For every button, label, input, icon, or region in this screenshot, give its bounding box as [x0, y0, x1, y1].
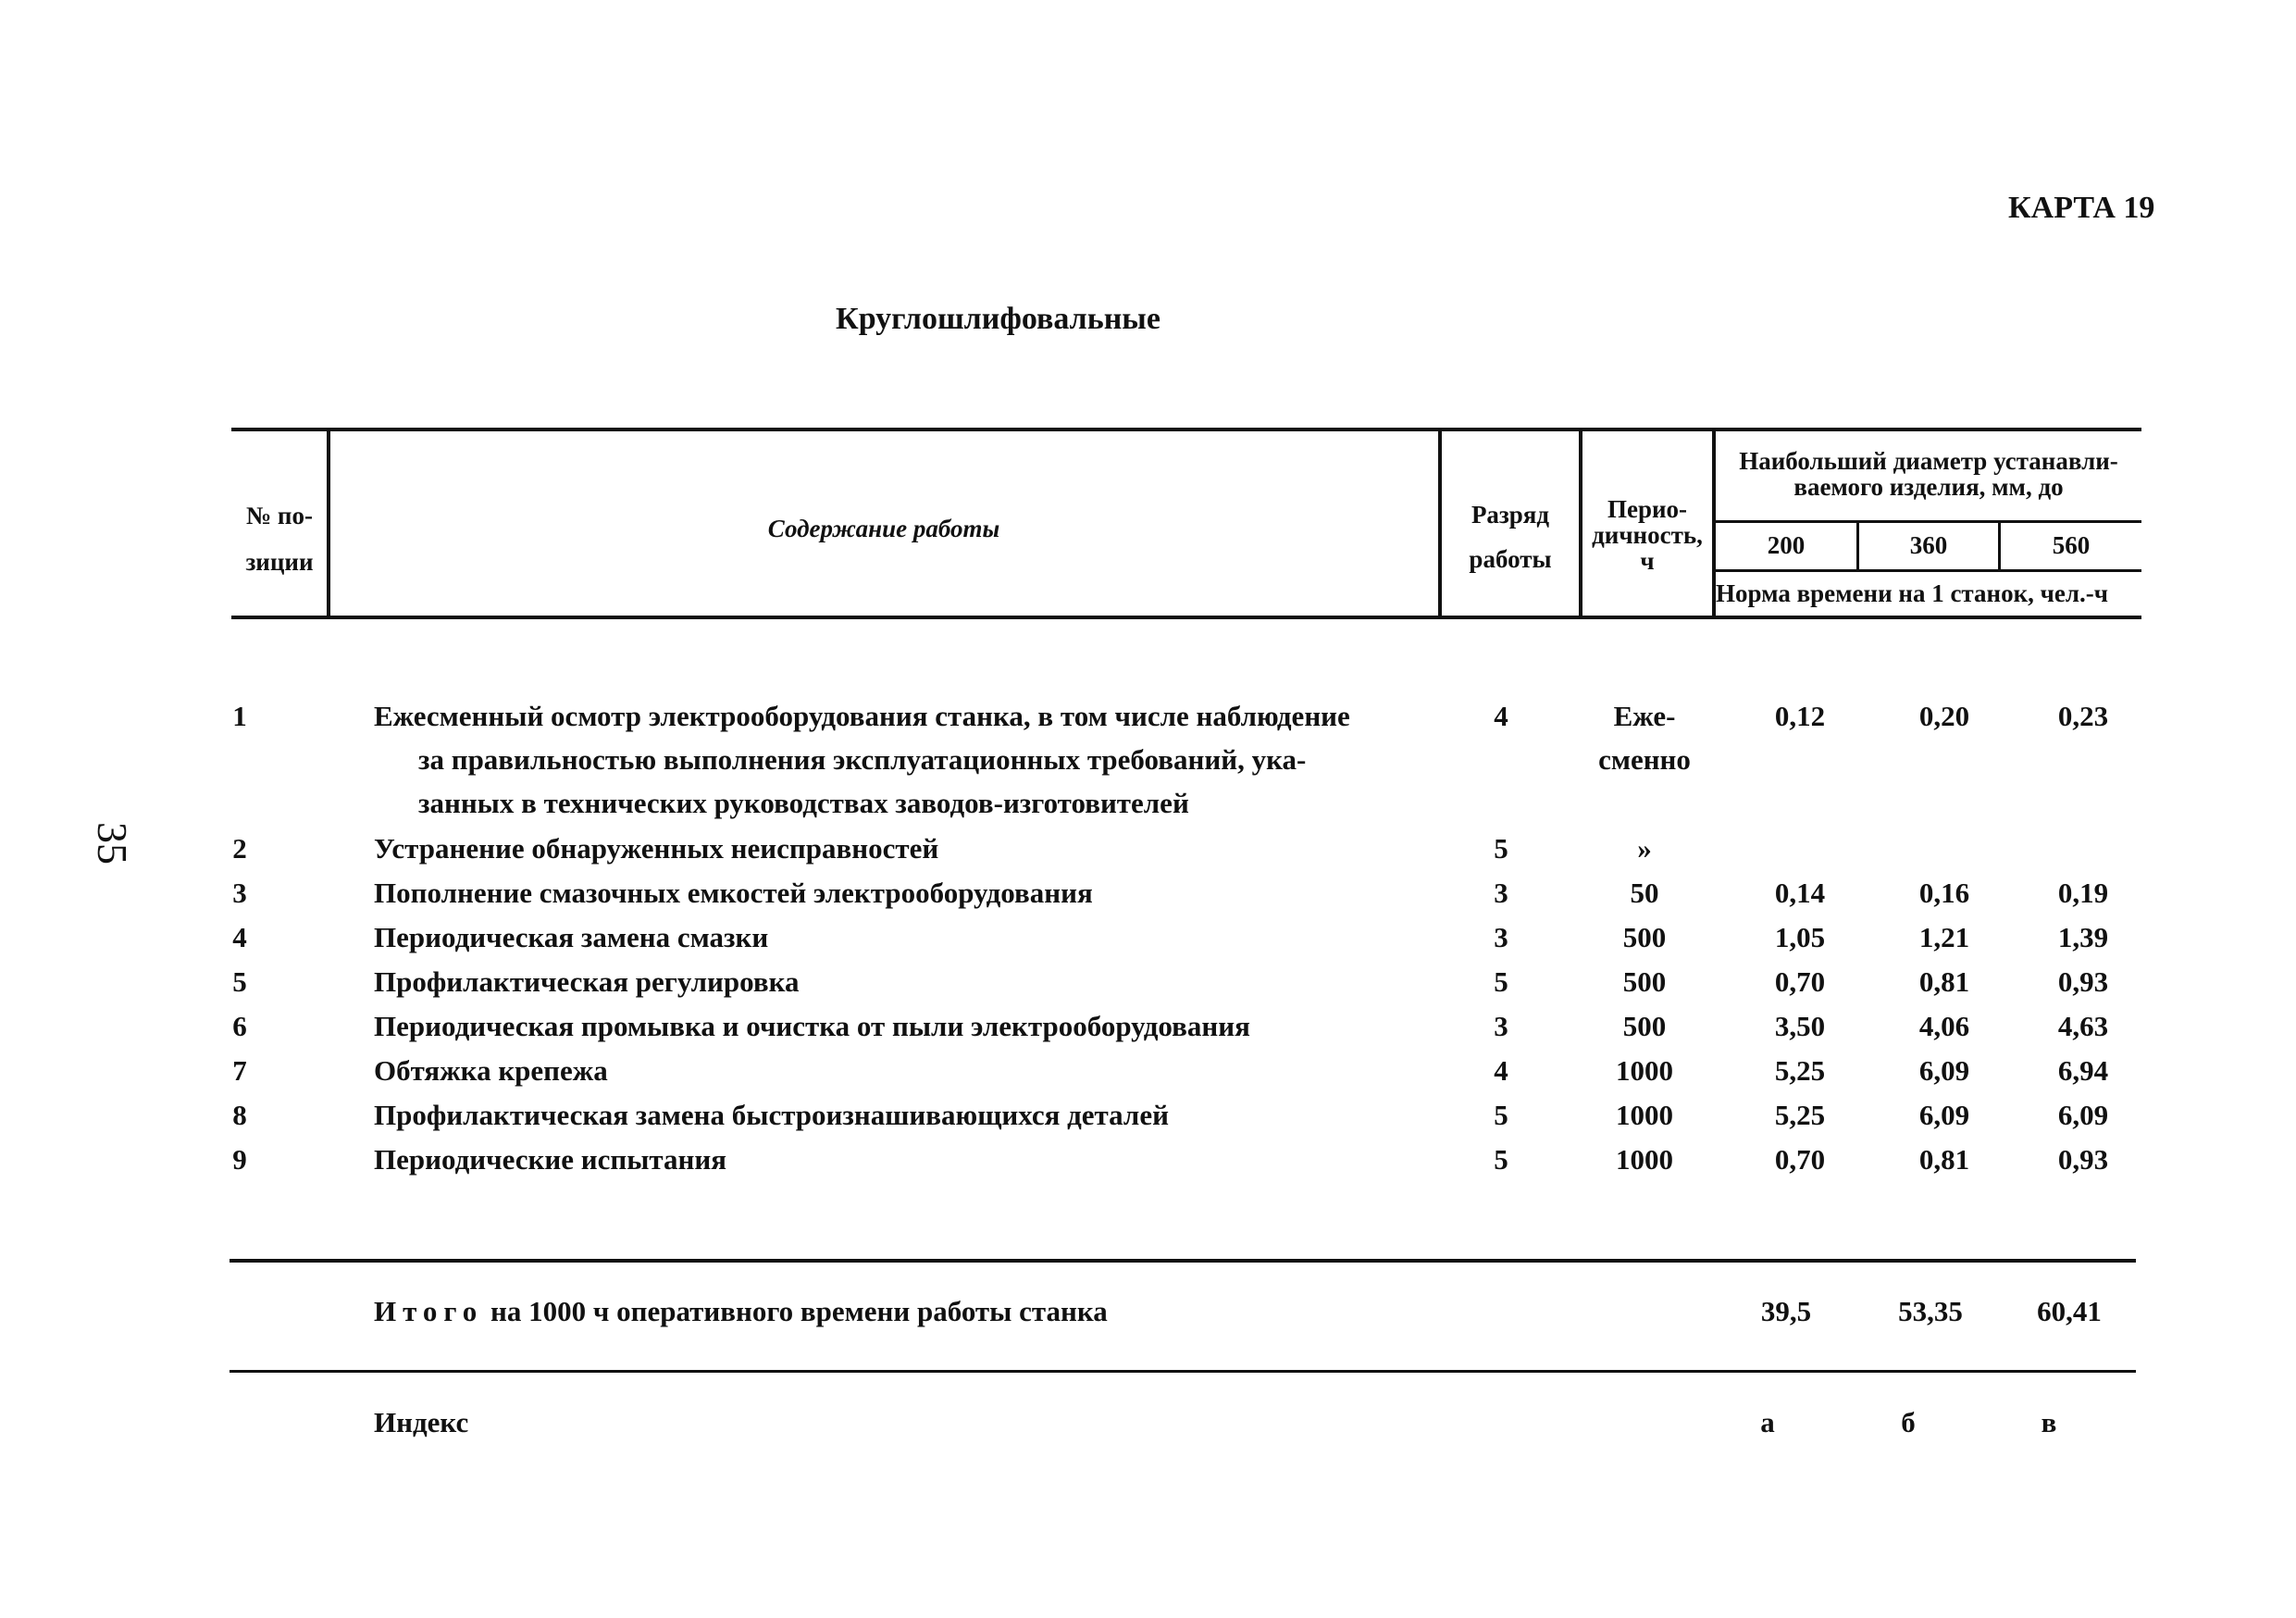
- row-6-v360: 4,06: [1918, 1010, 1970, 1042]
- row-2-work: Устранение обнаруженных неисправностей: [374, 832, 939, 865]
- row-4-position: 4: [232, 921, 247, 953]
- total-v560: 60,41: [2037, 1295, 2102, 1327]
- row-5-v560: 0,93: [2057, 965, 2109, 998]
- row-7-work: Обтяжка крепежа: [374, 1054, 608, 1087]
- row-1-position: 1: [232, 700, 247, 732]
- row-1-work-line-2: за правильностью выполнения эксплуатационных требований, ука-: [418, 743, 1307, 776]
- page-number: 35: [89, 822, 136, 865]
- row-5-v200: 0,70: [1774, 965, 1826, 998]
- row-1-period-line-2: сменно: [1598, 743, 1691, 776]
- row-9-v560: 0,93: [2057, 1143, 2109, 1176]
- row-1-v560: 0,23: [2057, 700, 2109, 732]
- page-title-text: Круглошлифовальные: [836, 302, 1160, 336]
- row-1-v360: 0,20: [1918, 700, 1970, 732]
- row-9-period: 1000: [1616, 1143, 1673, 1176]
- index-v560: в: [2041, 1406, 2057, 1438]
- row-4-v200: 1,05: [1774, 921, 1826, 953]
- row-4-v560: 1,39: [2057, 921, 2109, 953]
- row-3-v360: 0,16: [1918, 877, 1970, 909]
- row-4-v360: 1,21: [1918, 921, 1970, 953]
- header-diameter-560: 560: [2052, 531, 2091, 559]
- row-9-work: Периодические испытания: [374, 1143, 727, 1176]
- row-6-position: 6: [232, 1010, 247, 1042]
- card-label: КАРТА 19: [2008, 191, 2155, 225]
- row-1-grade: 4: [1494, 700, 1508, 732]
- row-2-grade: 5: [1494, 832, 1508, 865]
- diameter-values-rule: [1714, 569, 2141, 572]
- row-3-v200: 0,14: [1774, 877, 1826, 909]
- header-diameter-200: 200: [1767, 531, 1806, 559]
- header-diameter-360: 360: [1909, 531, 1948, 559]
- header-position: № по- зиции: [245, 502, 314, 576]
- row-9-position: 9: [232, 1143, 247, 1176]
- row-1-period-line-1: Еже-: [1613, 700, 1676, 732]
- row-8-period: 1000: [1616, 1099, 1673, 1131]
- row-3-grade: 3: [1494, 877, 1508, 909]
- row-8-work: Профилактическая замена быстроизнашивающихся деталей: [374, 1099, 1169, 1131]
- header-periodicity: Перио- дичность, ч: [1592, 495, 1703, 575]
- row-8-v560: 6,09: [2057, 1099, 2109, 1131]
- total-label-spaced: Итого: [374, 1295, 484, 1327]
- row-7-v560: 6,94: [2057, 1054, 2109, 1087]
- row-6-v560: 4,63: [2057, 1010, 2109, 1042]
- total-v360: 53,35: [1898, 1295, 1963, 1327]
- header-diameter-group: Наибольший диаметр устанавли- ваемого изделия, мм, до: [1739, 447, 2118, 501]
- row-8-position: 8: [232, 1099, 247, 1131]
- header-work-content: Содержание работы: [767, 515, 1000, 542]
- total-label-rest: на 1000 ч оперативного времени работы станка: [490, 1295, 1108, 1327]
- index-label: Индекс: [374, 1406, 469, 1438]
- row-2-period: »: [1637, 832, 1652, 865]
- row-8-grade: 5: [1494, 1099, 1508, 1131]
- row-6-v200: 3,50: [1774, 1010, 1826, 1042]
- row-1-work-line-3: занных в технических руководствах заводов-изготовителей: [418, 787, 1189, 819]
- row-5-period: 500: [1622, 965, 1667, 998]
- diameter-group-rule: [1714, 520, 2141, 523]
- row-7-position: 7: [232, 1054, 247, 1087]
- page-title: [0, 302, 2296, 337]
- row-3-position: 3: [232, 877, 247, 909]
- row-6-work: Периодическая промывка и очистка от пыли электрооборудования: [374, 1010, 1250, 1042]
- row-7-v360: 6,09: [1918, 1054, 1970, 1087]
- total-v200: 39,5: [1760, 1295, 1812, 1327]
- row-5-grade: 5: [1494, 965, 1508, 998]
- index-v360: б: [1901, 1406, 1916, 1438]
- row-5-v360: 0,81: [1918, 965, 1970, 998]
- row-3-work: Пополнение смазочных емкостей электрооборудования: [374, 877, 1093, 909]
- row-3-period: 50: [1630, 877, 1659, 909]
- row-2-position: 2: [232, 832, 247, 865]
- row-7-grade: 4: [1494, 1054, 1508, 1087]
- total-bottom-rule: [230, 1370, 2136, 1373]
- row-9-grade: 5: [1494, 1143, 1508, 1176]
- row-6-grade: 3: [1494, 1010, 1508, 1042]
- row-5-work: Профилактическая регулировка: [374, 965, 800, 998]
- row-8-v360: 6,09: [1918, 1099, 1970, 1131]
- table-top-rule: [231, 428, 2141, 431]
- row-9-v360: 0,81: [1918, 1143, 1970, 1176]
- row-9-v200: 0,70: [1774, 1143, 1826, 1176]
- row-4-grade: 3: [1494, 921, 1508, 953]
- row-5-position: 5: [232, 965, 247, 998]
- row-7-period: 1000: [1616, 1054, 1673, 1087]
- row-4-work: Периодическая замена смазки: [374, 921, 769, 953]
- row-1-v200: 0,12: [1774, 700, 1826, 732]
- row-3-v560: 0,19: [2057, 877, 2109, 909]
- index-v200: а: [1760, 1406, 1775, 1438]
- total-top-rule: [230, 1259, 2136, 1263]
- header-grade: Разряд работы: [1469, 501, 1552, 573]
- header-norm: Норма времени на 1 станок, чел.-ч: [1716, 579, 2108, 607]
- row-8-v200: 5,25: [1774, 1099, 1826, 1131]
- row-6-period: 500: [1622, 1010, 1667, 1042]
- row-4-period: 500: [1622, 921, 1667, 953]
- total-label: [374, 1289, 1108, 1333]
- row-7-v200: 5,25: [1774, 1054, 1826, 1087]
- row-1-work-line-1: Ежесменный осмотр электрооборудования станка, в том числе наблюдение: [374, 700, 1350, 732]
- table-header-bottom-rule: [231, 616, 2141, 619]
